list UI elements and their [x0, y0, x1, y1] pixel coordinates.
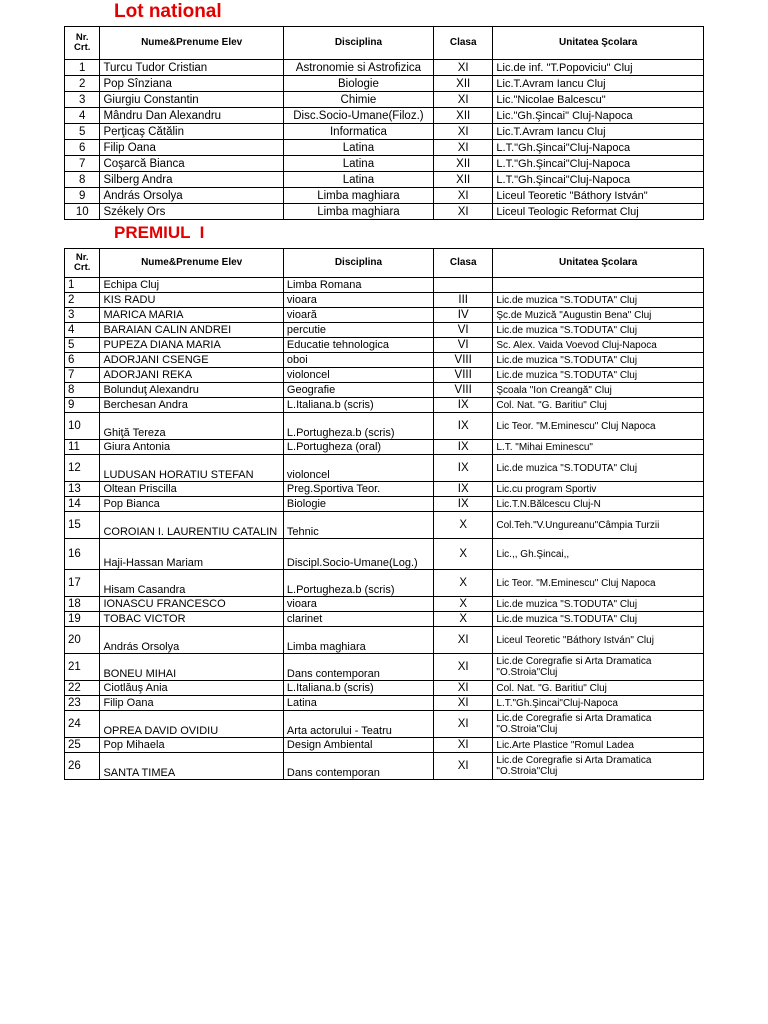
row-number: 19	[65, 612, 100, 627]
table-row	[65, 627, 704, 654]
school-cell: Şc.de Muzică "Augustin Bena" Cluj	[493, 308, 704, 323]
table-row	[65, 204, 704, 220]
discipline-cell: Astronomie si Astrofizica	[283, 60, 433, 76]
class-cell: X	[433, 539, 492, 570]
table-row	[65, 124, 704, 140]
row-number: 14	[65, 497, 100, 512]
table-row	[65, 398, 704, 413]
class-cell: XI	[433, 92, 492, 108]
discipline-cell: Disc.Socio-Umane(Filoz.)	[283, 108, 433, 124]
table-row	[65, 570, 704, 597]
row-number: 1	[65, 278, 100, 293]
table-row	[65, 597, 704, 612]
student-name: Bolunduţ Alexandru	[100, 383, 283, 398]
student-name: PUPEZA DIANA MARIA	[100, 338, 283, 353]
row-number: 22	[65, 681, 100, 696]
student-name: Mândru Dan Alexandru	[100, 108, 283, 124]
table-row	[65, 440, 704, 455]
discipline-cell: percutie	[283, 323, 433, 338]
student-name: OPREA DAVID OVIDIU	[100, 711, 283, 738]
table-row	[65, 681, 704, 696]
header-school: Unitatea Şcolara	[493, 249, 704, 278]
row-number: 6	[65, 140, 100, 156]
discipline-cell: Limba Romana	[283, 278, 433, 293]
table-row	[65, 512, 704, 539]
class-cell: VIII	[433, 368, 492, 383]
school-cell: Lic.de muzica "S.TODUTA" Cluj	[493, 323, 704, 338]
school-cell: Lic.de muzica "S.TODUTA" Cluj	[493, 612, 704, 627]
class-cell: XI	[433, 204, 492, 220]
table-row	[65, 278, 704, 293]
table-row	[65, 108, 704, 124]
table-header-row	[65, 249, 704, 278]
row-number: 4	[65, 323, 100, 338]
school-cell: Lic.de Coregrafie si Arta Dramatica "O.Stroia"Cluj	[493, 654, 704, 681]
class-cell: XI	[433, 60, 492, 76]
class-cell: IX	[433, 497, 492, 512]
student-name: Turcu Tudor Cristian	[100, 60, 283, 76]
row-number: 2	[65, 76, 100, 92]
table-row	[65, 188, 704, 204]
table-row	[65, 482, 704, 497]
student-name: Perţicaş Cătălin	[100, 124, 283, 140]
discipline-cell: L.Portugheza.b (scris)	[283, 413, 433, 440]
row-number: 1	[65, 60, 100, 76]
school-cell: L.T."Gh.Şincai"Cluj-Napoca	[493, 156, 704, 172]
table-row	[65, 497, 704, 512]
table-row	[65, 612, 704, 627]
school-cell: Lic.,, Gh.Şincai,,	[493, 539, 704, 570]
school-cell: L.T. "Mihai Eminescu"	[493, 440, 704, 455]
student-name: Filip Oana	[100, 140, 283, 156]
class-cell: VI	[433, 338, 492, 353]
row-number: 18	[65, 597, 100, 612]
class-cell: IX	[433, 398, 492, 413]
discipline-cell: vioară	[283, 308, 433, 323]
header-nr: Nr. Crt.	[65, 27, 100, 60]
row-number: 21	[65, 654, 100, 681]
school-cell: Col. Nat. "G. Baritiu" Cluj	[493, 681, 704, 696]
table-row	[65, 711, 704, 738]
discipline-cell: Latina	[283, 172, 433, 188]
student-name: Oltean Priscilla	[100, 482, 283, 497]
lot-national-body	[65, 60, 704, 220]
header-class: Clasa	[433, 27, 492, 60]
class-cell: XII	[433, 76, 492, 92]
student-name: ADORJANI CSENGE	[100, 353, 283, 368]
discipline-cell: violoncel	[283, 455, 433, 482]
table-row	[65, 368, 704, 383]
school-cell: L.T."Gh.Şincai"Cluj-Napoca	[493, 140, 704, 156]
table-row	[65, 76, 704, 92]
student-name: András Orsolya	[100, 188, 283, 204]
school-cell: Col. Nat. "G. Baritiu" Cluj	[493, 398, 704, 413]
row-number: 8	[65, 172, 100, 188]
discipline-cell: Biologie	[283, 76, 433, 92]
row-number: 26	[65, 753, 100, 780]
school-cell: Liceul Teoretic "Báthory István"	[493, 188, 704, 204]
discipline-cell: L.Portugheza.b (scris)	[283, 570, 433, 597]
discipline-cell: Latina	[283, 140, 433, 156]
table-row	[65, 140, 704, 156]
header-name: Nume&Prenume Elev	[100, 249, 283, 278]
table-row	[65, 539, 704, 570]
row-number: 16	[65, 539, 100, 570]
table-row	[65, 383, 704, 398]
discipline-cell: Latina	[283, 156, 433, 172]
row-number: 7	[65, 368, 100, 383]
school-cell: Şcoala "Ion Creangă" Cluj	[493, 383, 704, 398]
student-name: COROIAN I. LAURENTIU CATALIN	[100, 512, 283, 539]
class-cell: IX	[433, 413, 492, 440]
header-name: Nume&Prenume Elev	[100, 27, 283, 60]
discipline-cell: Arta actorului - Teatru	[283, 711, 433, 738]
student-name: Filip Oana	[100, 696, 283, 711]
row-number: 11	[65, 440, 100, 455]
discipline-cell: Preg.Sportiva Teor.	[283, 482, 433, 497]
class-cell: VI	[433, 323, 492, 338]
discipline-cell: Discipl.Socio-Umane(Log.)	[283, 539, 433, 570]
header-nr: Nr. Crt.	[65, 249, 100, 278]
school-cell: Liceul Teologic Reformat Cluj	[493, 204, 704, 220]
table-row	[65, 654, 704, 681]
discipline-cell: Tehnic	[283, 512, 433, 539]
class-cell: XI	[433, 654, 492, 681]
school-cell: Lic.de Coregrafie si Arta Dramatica "O.Stroia"Cluj	[493, 753, 704, 780]
discipline-cell: vioara	[283, 597, 433, 612]
header-discipline: Disciplina	[283, 27, 433, 60]
student-name: Székely Ors	[100, 204, 283, 220]
school-cell: Lic.de muzica "S.TODUTA" Cluj	[493, 455, 704, 482]
class-cell: X	[433, 512, 492, 539]
student-name: IONASCU FRANCESCO	[100, 597, 283, 612]
discipline-cell: L.Italiana.b (scris)	[283, 398, 433, 413]
school-cell: Lic.de muzica "S.TODUTA" Cluj	[493, 353, 704, 368]
lot-national-title: Lot national	[114, 1, 222, 22]
header-discipline: Disciplina	[283, 249, 433, 278]
discipline-cell: vioara	[283, 293, 433, 308]
student-name: Coşarcă Bianca	[100, 156, 283, 172]
school-cell: Lic.T.Avram Iancu Cluj	[493, 124, 704, 140]
school-cell: Col.Teh."V.Ungureanu"Câmpia Turzii	[493, 512, 704, 539]
student-name: Ghiţă Tereza	[100, 413, 283, 440]
school-cell: Lic.cu program Sportiv	[493, 482, 704, 497]
discipline-cell: oboi	[283, 353, 433, 368]
school-cell: Lic."Gh.Şincai" Cluj-Napoca	[493, 108, 704, 124]
row-number: 23	[65, 696, 100, 711]
class-cell: IV	[433, 308, 492, 323]
student-name: Silberg Andra	[100, 172, 283, 188]
row-number: 5	[65, 124, 100, 140]
class-cell: IX	[433, 455, 492, 482]
row-number: 4	[65, 108, 100, 124]
discipline-cell: Dans contemporan	[283, 654, 433, 681]
discipline-cell: Latina	[283, 696, 433, 711]
student-name: Haji-Hassan Mariam	[100, 539, 283, 570]
discipline-cell: Geografie	[283, 383, 433, 398]
row-number: 15	[65, 512, 100, 539]
class-cell: IX	[433, 440, 492, 455]
row-number: 10	[65, 413, 100, 440]
row-number: 9	[65, 188, 100, 204]
student-name: TOBAC VICTOR	[100, 612, 283, 627]
row-number: 3	[65, 308, 100, 323]
table-row	[65, 413, 704, 440]
discipline-cell: L.Portugheza (oral)	[283, 440, 433, 455]
table-row	[65, 60, 704, 76]
school-cell: Liceul Teoretic "Báthory István" Cluj	[493, 627, 704, 654]
school-cell: Lic.T.N.Bălcescu Cluj-N	[493, 497, 704, 512]
row-number: 8	[65, 383, 100, 398]
premiul-1-body	[65, 278, 704, 780]
header-class: Clasa	[433, 249, 492, 278]
student-name: Giura Antonia	[100, 440, 283, 455]
discipline-cell: Biologie	[283, 497, 433, 512]
student-name: ADORJANI REKA	[100, 368, 283, 383]
row-number: 9	[65, 398, 100, 413]
student-name: András Orsolya	[100, 627, 283, 654]
table-row	[65, 753, 704, 780]
student-name: KIS RADU	[100, 293, 283, 308]
class-cell: III	[433, 293, 492, 308]
discipline-cell: Limba maghiara	[283, 188, 433, 204]
row-number: 20	[65, 627, 100, 654]
class-cell	[433, 278, 492, 293]
premiul-1-title: PREMIUL I	[114, 223, 205, 242]
premiul-1-table	[64, 248, 704, 780]
discipline-cell: Limba maghiara	[283, 627, 433, 654]
row-number: 7	[65, 156, 100, 172]
school-cell: Lic.de muzica "S.TODUTA" Cluj	[493, 368, 704, 383]
table-row	[65, 323, 704, 338]
student-name: BONEU MIHAI	[100, 654, 283, 681]
table-row	[65, 338, 704, 353]
student-name: Hisam Casandra	[100, 570, 283, 597]
discipline-cell: Design Ambiental	[283, 738, 433, 753]
class-cell: X	[433, 597, 492, 612]
student-name: MARICA MARIA	[100, 308, 283, 323]
row-number: 10	[65, 204, 100, 220]
lot-national-table	[64, 26, 704, 220]
row-number: 25	[65, 738, 100, 753]
table-row	[65, 156, 704, 172]
student-name: Pop Mihaela	[100, 738, 283, 753]
row-number: 12	[65, 455, 100, 482]
discipline-cell: violoncel	[283, 368, 433, 383]
class-cell: XII	[433, 156, 492, 172]
row-number: 5	[65, 338, 100, 353]
discipline-cell: Informatica	[283, 124, 433, 140]
class-cell: XI	[433, 753, 492, 780]
row-number: 13	[65, 482, 100, 497]
school-cell: Lic.de muzica "S.TODUTA" Cluj	[493, 293, 704, 308]
school-cell: Sc. Alex. Vaida Voevod Cluj-Napoca	[493, 338, 704, 353]
school-cell: Lic.de muzica "S.TODUTA" Cluj	[493, 597, 704, 612]
student-name: Berchesan Andra	[100, 398, 283, 413]
class-cell: X	[433, 612, 492, 627]
row-number: 17	[65, 570, 100, 597]
table-row	[65, 353, 704, 368]
school-cell: Lic."Nicolae Balcescu"	[493, 92, 704, 108]
school-cell: L.T."Gh.Şincai"Cluj-Napoca	[493, 696, 704, 711]
school-cell: Lic.de inf. "T.Popoviciu" Cluj	[493, 60, 704, 76]
class-cell: XI	[433, 711, 492, 738]
class-cell: X	[433, 570, 492, 597]
class-cell: XI	[433, 696, 492, 711]
student-name: Pop Bianca	[100, 497, 283, 512]
student-name: LUDUSAN HORATIU STEFAN	[100, 455, 283, 482]
school-cell: Lic.Arte Plastice "Romul Ladea	[493, 738, 704, 753]
class-cell: VIII	[433, 353, 492, 368]
discipline-cell: Educatie tehnologica	[283, 338, 433, 353]
discipline-cell: clarinet	[283, 612, 433, 627]
row-number: 3	[65, 92, 100, 108]
school-cell	[493, 278, 704, 293]
student-name: BARAIAN CALIN ANDREI	[100, 323, 283, 338]
school-cell: Lic.de Coregrafie si Arta Dramatica "O.Stroia"Cluj	[493, 711, 704, 738]
class-cell: XI	[433, 124, 492, 140]
row-number: 24	[65, 711, 100, 738]
row-number: 2	[65, 293, 100, 308]
student-name: Ciotlăuş Ania	[100, 681, 283, 696]
table-row	[65, 455, 704, 482]
class-cell: XII	[433, 172, 492, 188]
class-cell: XI	[433, 681, 492, 696]
class-cell: XI	[433, 188, 492, 204]
table-header-row	[65, 27, 704, 60]
table-row	[65, 92, 704, 108]
discipline-cell: Dans contemporan	[283, 753, 433, 780]
school-cell: Lic Teor. "M.Eminescu" Cluj Napoca	[493, 570, 704, 597]
class-cell: VIII	[433, 383, 492, 398]
table-row	[65, 696, 704, 711]
discipline-cell: L.Italiana.b (scris)	[283, 681, 433, 696]
class-cell: XI	[433, 140, 492, 156]
table-row	[65, 172, 704, 188]
header-school: Unitatea Şcolara	[493, 27, 704, 60]
school-cell: Lic.T.Avram Iancu Cluj	[493, 76, 704, 92]
school-cell: Lic Teor. "M.Eminescu" Cluj Napoca	[493, 413, 704, 440]
student-name: Echipa Cluj	[100, 278, 283, 293]
class-cell: XII	[433, 108, 492, 124]
student-name: Giurgiu Constantin	[100, 92, 283, 108]
class-cell: XI	[433, 738, 492, 753]
class-cell: IX	[433, 482, 492, 497]
student-name: SANTA TIMEA	[100, 753, 283, 780]
class-cell: XI	[433, 627, 492, 654]
table-row	[65, 308, 704, 323]
table-row	[65, 293, 704, 308]
discipline-cell: Limba maghiara	[283, 204, 433, 220]
discipline-cell: Chimie	[283, 92, 433, 108]
table-row	[65, 738, 704, 753]
school-cell: L.T."Gh.Şincai"Cluj-Napoca	[493, 172, 704, 188]
row-number: 6	[65, 353, 100, 368]
student-name: Pop Sînziana	[100, 76, 283, 92]
